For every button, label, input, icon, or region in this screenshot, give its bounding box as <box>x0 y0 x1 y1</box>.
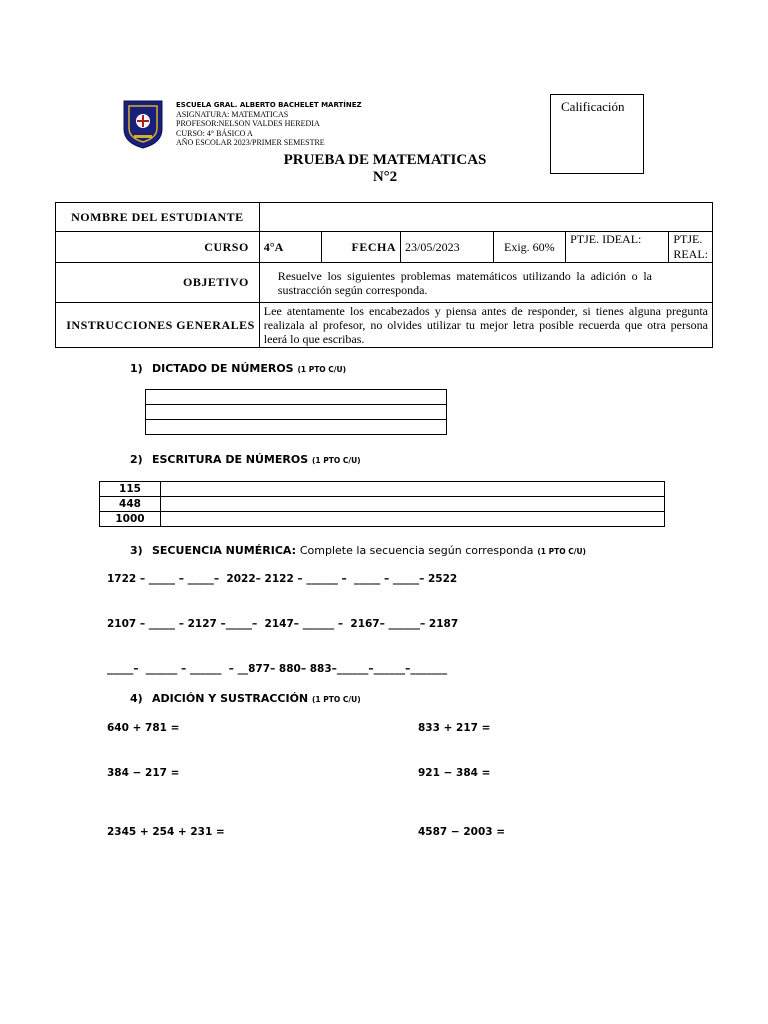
school-year-line: AÑO ESCOLAR 2023/PRIMER SEMESTRE <box>176 137 325 147</box>
course-line: CURSO: 4° BÁSICO A <box>176 128 253 138</box>
section-2-number: 2) <box>130 453 143 466</box>
title-line-2: N°2 <box>372 169 398 185</box>
objetivo-text: Resuelve los siguientes problemas matemáticos utilizando la adición o la sustracción según corresponda. <box>259 263 712 303</box>
title-line-1: PRUEBA DE MATEMATICAS <box>283 152 487 168</box>
number-words-field[interactable] <box>161 482 665 497</box>
ptje-ideal[interactable]: PTJE. IDEAL: <box>566 232 669 263</box>
section-4-heading <box>130 692 361 705</box>
fecha-value: 23/05/2023 <box>400 232 493 263</box>
curso-label: CURSO <box>56 232 260 263</box>
exigencia: Exig. 60% <box>493 232 565 263</box>
number-writing-table <box>99 481 665 527</box>
number-cell: 448 <box>100 497 161 512</box>
objetivo-label: OBJETIVO <box>56 263 260 303</box>
dictation-answer-field[interactable] <box>146 390 447 405</box>
operation-5[interactable]: 2345 + 254 + 231 = <box>107 826 225 838</box>
sequence-1[interactable]: 1722 – _____ – _____– 2022– 2122 – ______ – _____ – _____– 2522 <box>107 573 458 585</box>
section-3-number: 3) <box>130 544 143 557</box>
section-2-title: ESCRITURA DE NÚMEROS <box>152 453 309 466</box>
dictation-answer-field[interactable] <box>146 420 447 435</box>
section-3-points: (1 PTO C/U) <box>537 547 586 556</box>
table-row <box>100 512 665 527</box>
section-3-title: SECUENCIA NUMÉRICA: <box>152 544 297 557</box>
number-words-field[interactable] <box>161 512 665 527</box>
subject-line: ASIGNATURA: MATEMATICAS <box>176 110 289 120</box>
operation-6[interactable]: 4587 − 2003 = <box>418 826 506 838</box>
section-1-number: 1) <box>130 362 143 375</box>
section-4-points: (1 PTO C/U) <box>312 695 361 704</box>
number-cell: 115 <box>100 482 161 497</box>
operation-1[interactable]: 640 + 781 = <box>107 722 180 734</box>
table-row <box>100 497 665 512</box>
number-cell: 1000 <box>100 512 161 527</box>
table-row <box>100 482 665 497</box>
student-info-table <box>55 202 713 348</box>
school-info <box>176 101 362 147</box>
section-1-points: (1 PTO C/U) <box>297 365 347 374</box>
grade-box[interactable] <box>550 94 644 174</box>
operation-4[interactable]: 921 − 384 = <box>418 767 491 779</box>
instrucciones-text: Lee atentamente los encabezados y piensa antes de responder, si tienes alguna pregunta realizala al profesor, no olvides utilizar tu mejor letra posible recuerda que otra persona leerá lo que escribas. <box>259 303 712 348</box>
curso-value: 4°A <box>259 232 322 263</box>
student-name-label: NOMBRE DEL ESTUDIANTE <box>56 203 260 232</box>
sequence-2[interactable]: 2107 – _____ – 2127 –_____– 2147– ______ – 2167– ______– 2187 <box>107 618 459 630</box>
section-1-title: DICTADO DE NÚMEROS <box>152 362 294 375</box>
grade-label: Calificación <box>561 99 625 114</box>
operation-3[interactable]: 384 − 217 = <box>107 767 180 779</box>
teacher-line: PROFESOR:NELSON VALDES HEREDIA <box>176 119 320 129</box>
school-crest-icon <box>122 99 164 149</box>
section-2-points: (1 PTO C/U) <box>311 456 361 465</box>
dictation-table <box>145 389 447 435</box>
section-4-number: 4) <box>130 692 143 705</box>
page-title <box>230 152 540 186</box>
section-4-title: ADICIÓN Y SUSTRACCIÓN <box>152 692 309 705</box>
ptje-real[interactable]: PTJE. REAL: <box>669 232 713 263</box>
section-2-heading <box>130 453 361 466</box>
student-name-field[interactable] <box>259 203 712 232</box>
section-3-instruction: Complete la secuencia según corresponda <box>299 544 534 557</box>
section-1-heading <box>130 362 346 375</box>
school-name: ESCUELA GRAL. ALBERTO BACHELET MARTÍNEZ <box>176 101 362 109</box>
instrucciones-label: INSTRUCCIONES GENERALES <box>56 303 260 348</box>
sequence-3[interactable]: _____– ______ – ______ – __877– 880– 883–______–______–_______ <box>107 663 448 675</box>
section-3-heading <box>130 544 586 557</box>
number-words-field[interactable] <box>161 497 665 512</box>
operation-2[interactable]: 833 + 217 = <box>418 722 491 734</box>
dictation-answer-field[interactable] <box>146 405 447 420</box>
fecha-label: FECHA <box>322 232 401 263</box>
